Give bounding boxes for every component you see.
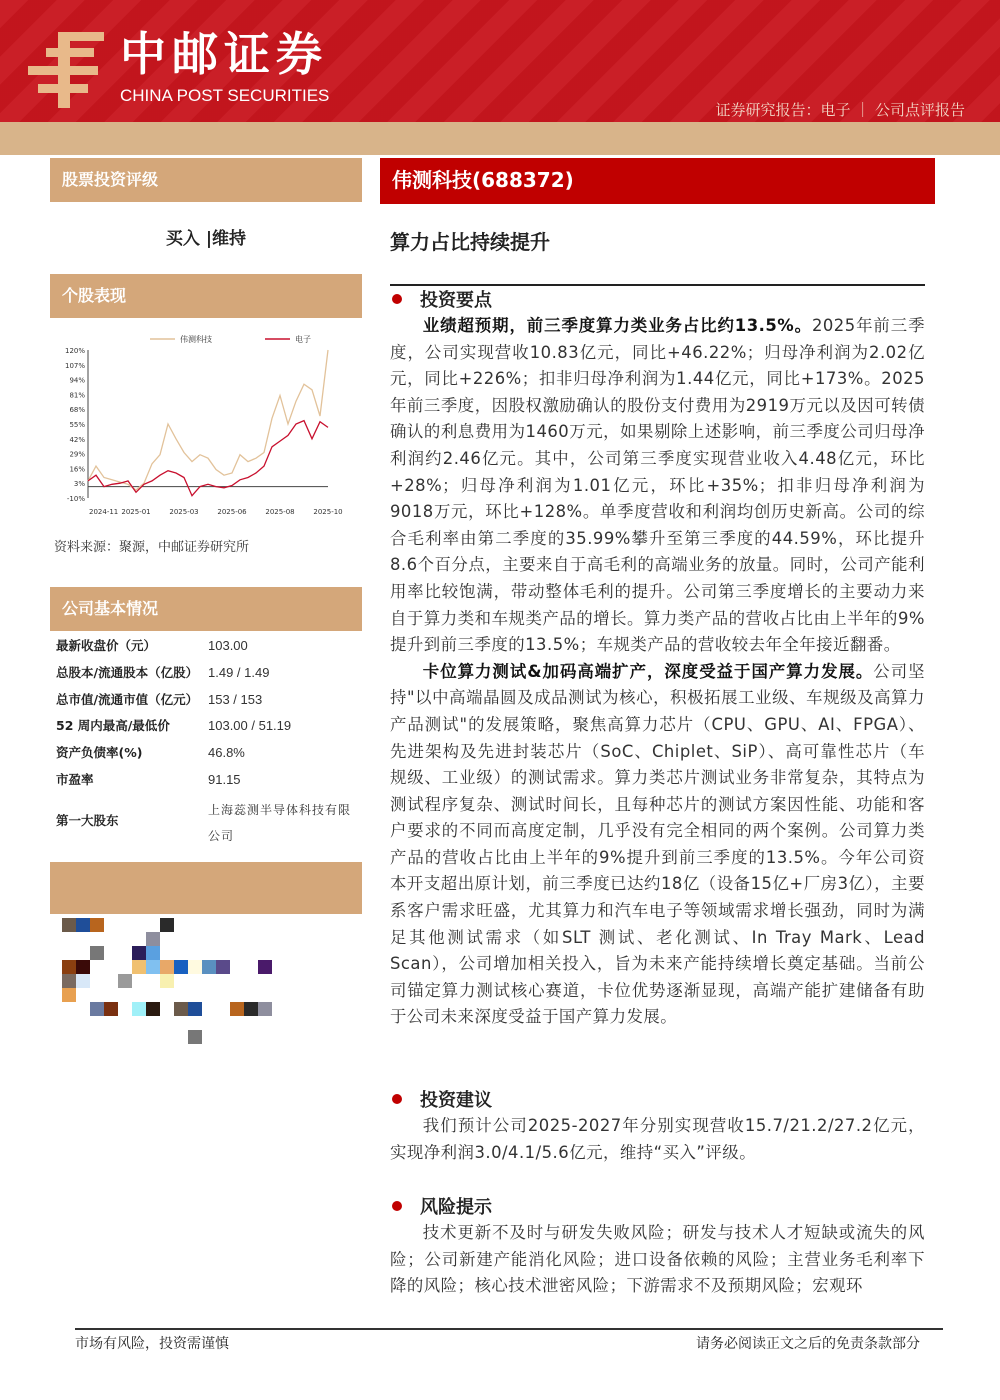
header-banner: [0, 0, 1000, 122]
info-value: 1.49 / 1.49: [208, 665, 270, 681]
footer-rule: [75, 1328, 943, 1330]
china-post-logo-icon: [28, 30, 106, 110]
mosaic-pixel: [62, 918, 76, 932]
mosaic-pixel: [188, 1030, 202, 1044]
section-title: 风险提示: [420, 1197, 492, 1218]
report-type: 证券研究报告：电子 ｜ 公司点评报告: [715, 101, 965, 119]
mosaic-pixel: [146, 946, 160, 960]
basic-info-table: [56, 633, 356, 849]
brand-name-en: CHINA POST SECURITIES: [120, 86, 330, 105]
info-row: [56, 793, 356, 849]
legend-label: 伟测科技: [180, 335, 212, 344]
mosaic-pixel: [62, 988, 76, 1002]
blurred-qr-block: [50, 862, 362, 914]
x-tick-label: 2025-03: [169, 508, 199, 516]
y-tick-label: 3%: [73, 480, 85, 489]
mosaic-pixel: [90, 918, 104, 932]
stock-title: 伟测科技(688372): [380, 158, 935, 204]
mosaic-pixel: [202, 960, 216, 974]
info-value: 上海蕊测半导体科技有限公司: [208, 803, 352, 844]
basic-info-header: 公司基本情况: [50, 587, 362, 631]
mosaic-pixel: [230, 1002, 244, 1016]
mosaic-pixel: [174, 960, 188, 974]
y-tick-label: 29%: [69, 450, 85, 459]
x-tick-label: 2025-10: [313, 508, 343, 516]
footer-right: 请务必阅读正文之后的免责条款部分: [696, 1336, 920, 1352]
paragraph-text: 2025年前三季度，公司实现营收10.83亿元，同比+46.22%；归母净利润为2.02亿元，同比+226%；扣非归母净利润为1.44亿元，同比+173%。2025年前三季度，因股权激励确认的股份支付费用为2919万元以及因可转债确认的利息费用为1460万元，如果剔除上述影响，前三季度公司归母净利润约2.46亿元。其中，公司第三季度实现营业收入4.48亿元，环比+28%；归母净利润为1.01亿元，环比+35%；扣非归母净利润为9018万元，环比+128%。单季度营收和利润均创历史新高。公司的综合毛利率由第二季度的35.99%攀升至第三季度的44.59%，环比提升8.6个百分点，主要来自于高毛利的高端业务的放量。同时，公司产能利用率比较饱满，带动整体毛利的提升。公司第三季度增长的主要动力来自于算力类和车规类产品的增长。算力类产品的营收占比由上半年的9%提升到前三季度的13.5%；车规类产品的营收较去年全年接近翻番。: [390, 316, 925, 655]
mosaic-pixel: [132, 960, 146, 974]
info-row: [56, 713, 356, 740]
info-label: 最新收盘价（元）: [56, 638, 157, 654]
info-row: [56, 686, 356, 713]
bullet-icon: [392, 1094, 402, 1104]
paragraph-performance: [390, 313, 925, 659]
y-tick-label: 94%: [69, 376, 85, 385]
info-label: 资产负债率(%): [56, 745, 143, 761]
mosaic-pixel: [90, 1002, 104, 1016]
mosaic-pixel: [160, 960, 174, 974]
y-tick-label: 42%: [69, 435, 85, 444]
y-tick-label: 16%: [69, 465, 85, 474]
mosaic-pixel: [62, 960, 76, 974]
info-value: 91.15: [208, 771, 241, 787]
legend-label: 电子: [295, 335, 311, 344]
info-row: [56, 766, 356, 793]
paragraph-lead: 业绩超预期，前三季度算力类业务占比约13.5%。: [422, 316, 812, 335]
section-risk: [390, 1192, 925, 1300]
series-line-0: [88, 350, 328, 490]
mosaic-pixel: [188, 960, 202, 974]
mosaic-pixel: [174, 1002, 188, 1016]
info-value: 103.00: [208, 638, 248, 654]
brand-name-cn: 中邮证券: [120, 27, 328, 81]
info-label: 52 周内最高/最低价: [56, 718, 170, 734]
x-tick-label: 2024-11: [89, 508, 119, 516]
mosaic-pixel: [118, 974, 132, 988]
info-label: 总市值/流通市值（亿元）: [56, 691, 199, 707]
mosaic-pixel: [146, 932, 160, 946]
paragraph-advice: 我们预计公司2025-2027年分别实现营收15.7/21.2/27.2亿元，实现净利润3.0/4.1/5.6亿元，维持“买入”评级。: [390, 1116, 925, 1162]
info-row: [56, 660, 356, 687]
section-investment-advice: [390, 1085, 925, 1166]
mosaic-pixel: [90, 946, 104, 960]
paragraph-risk: 技术更新不及时与研发失败风险；研发与技术人才短缺或流失的风险；公司新建产能消化风险；进口设备依赖的风险；主营业务毛利率下降的风险；核心技术泄密风险；下游需求不及预期风险；宏观环: [390, 1223, 925, 1296]
publish-date: 发布时间：2025-11-03: [811, 259, 963, 275]
y-tick-label: -10%: [66, 495, 85, 503]
paragraph-compute-testing: [390, 659, 925, 1031]
info-row: [56, 740, 356, 767]
section-title: 投资要点: [420, 290, 492, 311]
mosaic-pixel: [62, 974, 76, 988]
y-tick-label: 81%: [69, 391, 85, 400]
mosaic-pixel: [160, 918, 174, 932]
section-title: 投资建议: [420, 1090, 492, 1111]
paragraph-text: 公司坚持"以中高端晶圆及成品测试为核心，积极拓展工业级、车规级及高算力产品测试"的发展策略，聚焦高算力芯片（CPU、GPU、AI、FPGA）、先进架构及先进封装芯片（SoC、Chiplet、SiP）、高可靠性芯片（车规级、工业级）的测试需求。算力类芯片测试业务非常复杂，其特点为测试程序复杂、测试时间长，且每种芯片的测试方案因性能、功能和客户要求的不同而高度定制，几乎没有完全相同的两个案例。公司算力类产品的营收占比由上半年的9%提升到前三季度的13.5%。今年公司资本开支超出原计划，前三季度已达约18亿（设备15亿+厂房3亿），主要系客户需求旺盛，尤其算力和汽车电子等领域需求增长强劲，同时为满足其他测试需求（如SLT 测试、老化测试、In Tray Mark、Lead Scan），公司增加相关投入，旨为未来产能持续增长奠定基础。当前公司锚定算力测试核心赛道，卡位优势逐渐显现，高端产能扩建储备有助于公司未来深度受益于国产算力发展。: [390, 661, 926, 1027]
report-title: 算力占比持续提升: [390, 230, 550, 254]
x-tick-label: 2025-06: [217, 508, 247, 516]
mosaic-pixel: [146, 1002, 160, 1016]
bullet-icon: [392, 1201, 402, 1211]
info-value: 153 / 153: [208, 691, 263, 707]
mosaic-pixel: [76, 974, 90, 988]
stock-performance-chart: [50, 330, 360, 530]
x-tick-label: 2025-08: [265, 508, 295, 516]
chart-source: 资料来源：聚源，中邮证券研究所: [54, 540, 250, 555]
paragraph-lead: 卡位算力测试&加码高端扩产，深度受益于国产算力发展。: [422, 661, 874, 681]
mosaic-pixel: [244, 1002, 258, 1016]
footer-left: 市场有风险，投资需谨慎: [75, 1336, 229, 1352]
mosaic-pixel: [132, 1002, 146, 1016]
bullet-icon: [392, 294, 402, 304]
y-tick-label: 120%: [64, 347, 85, 355]
mosaic-pixel: [160, 974, 174, 988]
y-tick-label: 68%: [69, 406, 85, 415]
mosaic-pixel: [258, 960, 272, 974]
rating-header: 股票投资评级: [50, 158, 362, 202]
x-tick-label: 2025-01: [121, 508, 151, 516]
y-tick-label: 55%: [69, 421, 85, 429]
mosaic-pixel: [132, 946, 146, 960]
info-value: 46.8%: [208, 745, 245, 761]
mosaic-pixel: [258, 1002, 272, 1016]
mosaic-pixel: [104, 1002, 118, 1016]
info-label: 市盈率: [56, 771, 94, 787]
mosaic-pixel: [146, 960, 160, 974]
info-value: 103.00 / 51.19: [208, 718, 292, 734]
performance-header: 个股表现: [50, 274, 362, 318]
mosaic-pixel: [188, 1002, 202, 1016]
mosaic-pixel: [76, 918, 90, 932]
mosaic-pixel: [76, 960, 90, 974]
info-label: 总股本/流通股本（亿股）: [56, 665, 199, 681]
info-row: [56, 633, 356, 660]
info-label: 第一大股东: [56, 813, 119, 829]
y-tick-label: 107%: [64, 361, 85, 370]
section-investment-points: [390, 285, 925, 1031]
rating-value: 买入 |维持: [165, 229, 247, 249]
mosaic-pixel: [216, 960, 230, 974]
